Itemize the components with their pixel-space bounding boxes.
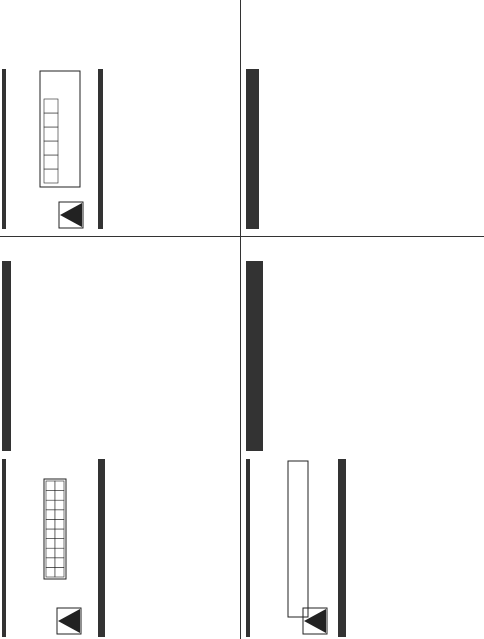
terminal-number: [104, 598, 105, 637]
m40-pin-table-cont: [2, 261, 11, 451]
signal-name: [262, 262, 263, 373]
signal-name: [258, 70, 259, 153]
pin-cell: [46, 519, 55, 529]
terminal-number: [102, 188, 103, 229]
signal-name: [10, 262, 11, 373]
pin-cell: [46, 500, 55, 510]
signal-name: [102, 70, 103, 153]
m45-pin-table: [338, 459, 346, 637]
pin-cell: [55, 567, 64, 577]
wire-color: [345, 563, 346, 598]
m40-row: [10, 262, 11, 451]
terminal-number: [262, 408, 263, 451]
pin-cell: [46, 558, 55, 568]
m40-row: [104, 460, 105, 637]
wire-color: [262, 373, 263, 408]
wire-color: [258, 153, 259, 188]
pin-cell: [46, 548, 55, 558]
pin-cell: [55, 529, 64, 539]
pin-cell: [44, 155, 58, 169]
pin-cell: [46, 567, 55, 577]
m41-row: [102, 70, 103, 229]
pin-cell: [44, 127, 58, 141]
pin-cell: [44, 169, 58, 183]
pin-cell: [44, 99, 58, 113]
pin-cell: [46, 491, 55, 501]
pin-cell: [55, 558, 64, 568]
pin-cell: [55, 481, 64, 491]
m45-pin-table-cont: [246, 261, 263, 451]
hs-icon: [58, 201, 84, 229]
pin-cell: [46, 539, 55, 549]
pin-cell: [46, 510, 55, 520]
m45-row: [345, 460, 346, 637]
m45-connector-face: [286, 459, 310, 619]
m41-pin-table: [98, 69, 103, 229]
terminal-number: [345, 598, 346, 637]
terminal-number: [258, 188, 259, 229]
m40-header: [2, 459, 6, 637]
pin-cell: [46, 529, 55, 539]
m45-row: [262, 262, 263, 451]
pin-cell: [55, 519, 64, 529]
pin-cell: [55, 500, 64, 510]
m40-connector-face: [42, 477, 68, 581]
m45-row: [258, 70, 259, 229]
pin-cell: [55, 548, 64, 558]
pin-cell: [55, 539, 64, 549]
pin-cell: [44, 141, 58, 155]
m41-connector-face: [38, 69, 82, 189]
terminal-number: [10, 408, 11, 451]
m41-header: [2, 69, 6, 229]
pin-cell: [46, 481, 55, 491]
m41-color: [5, 70, 6, 172]
pin-cell: [44, 113, 58, 127]
m40-color: [5, 460, 6, 580]
m45-header: [246, 459, 250, 637]
wire-color: [104, 563, 105, 598]
signal-name: [104, 460, 105, 563]
row-divider: [240, 0, 241, 639]
m45-pin-table-cont2: [246, 69, 259, 229]
hs-icon: [56, 607, 82, 635]
wire-color: [10, 373, 11, 408]
pin-cell: [55, 491, 64, 501]
wire-color: [102, 153, 103, 188]
signal-name: [345, 460, 346, 563]
m45-color: [249, 460, 250, 580]
column-divider: [0, 236, 484, 237]
pin-cell: [55, 510, 64, 520]
m40-pin-table: [98, 459, 105, 637]
